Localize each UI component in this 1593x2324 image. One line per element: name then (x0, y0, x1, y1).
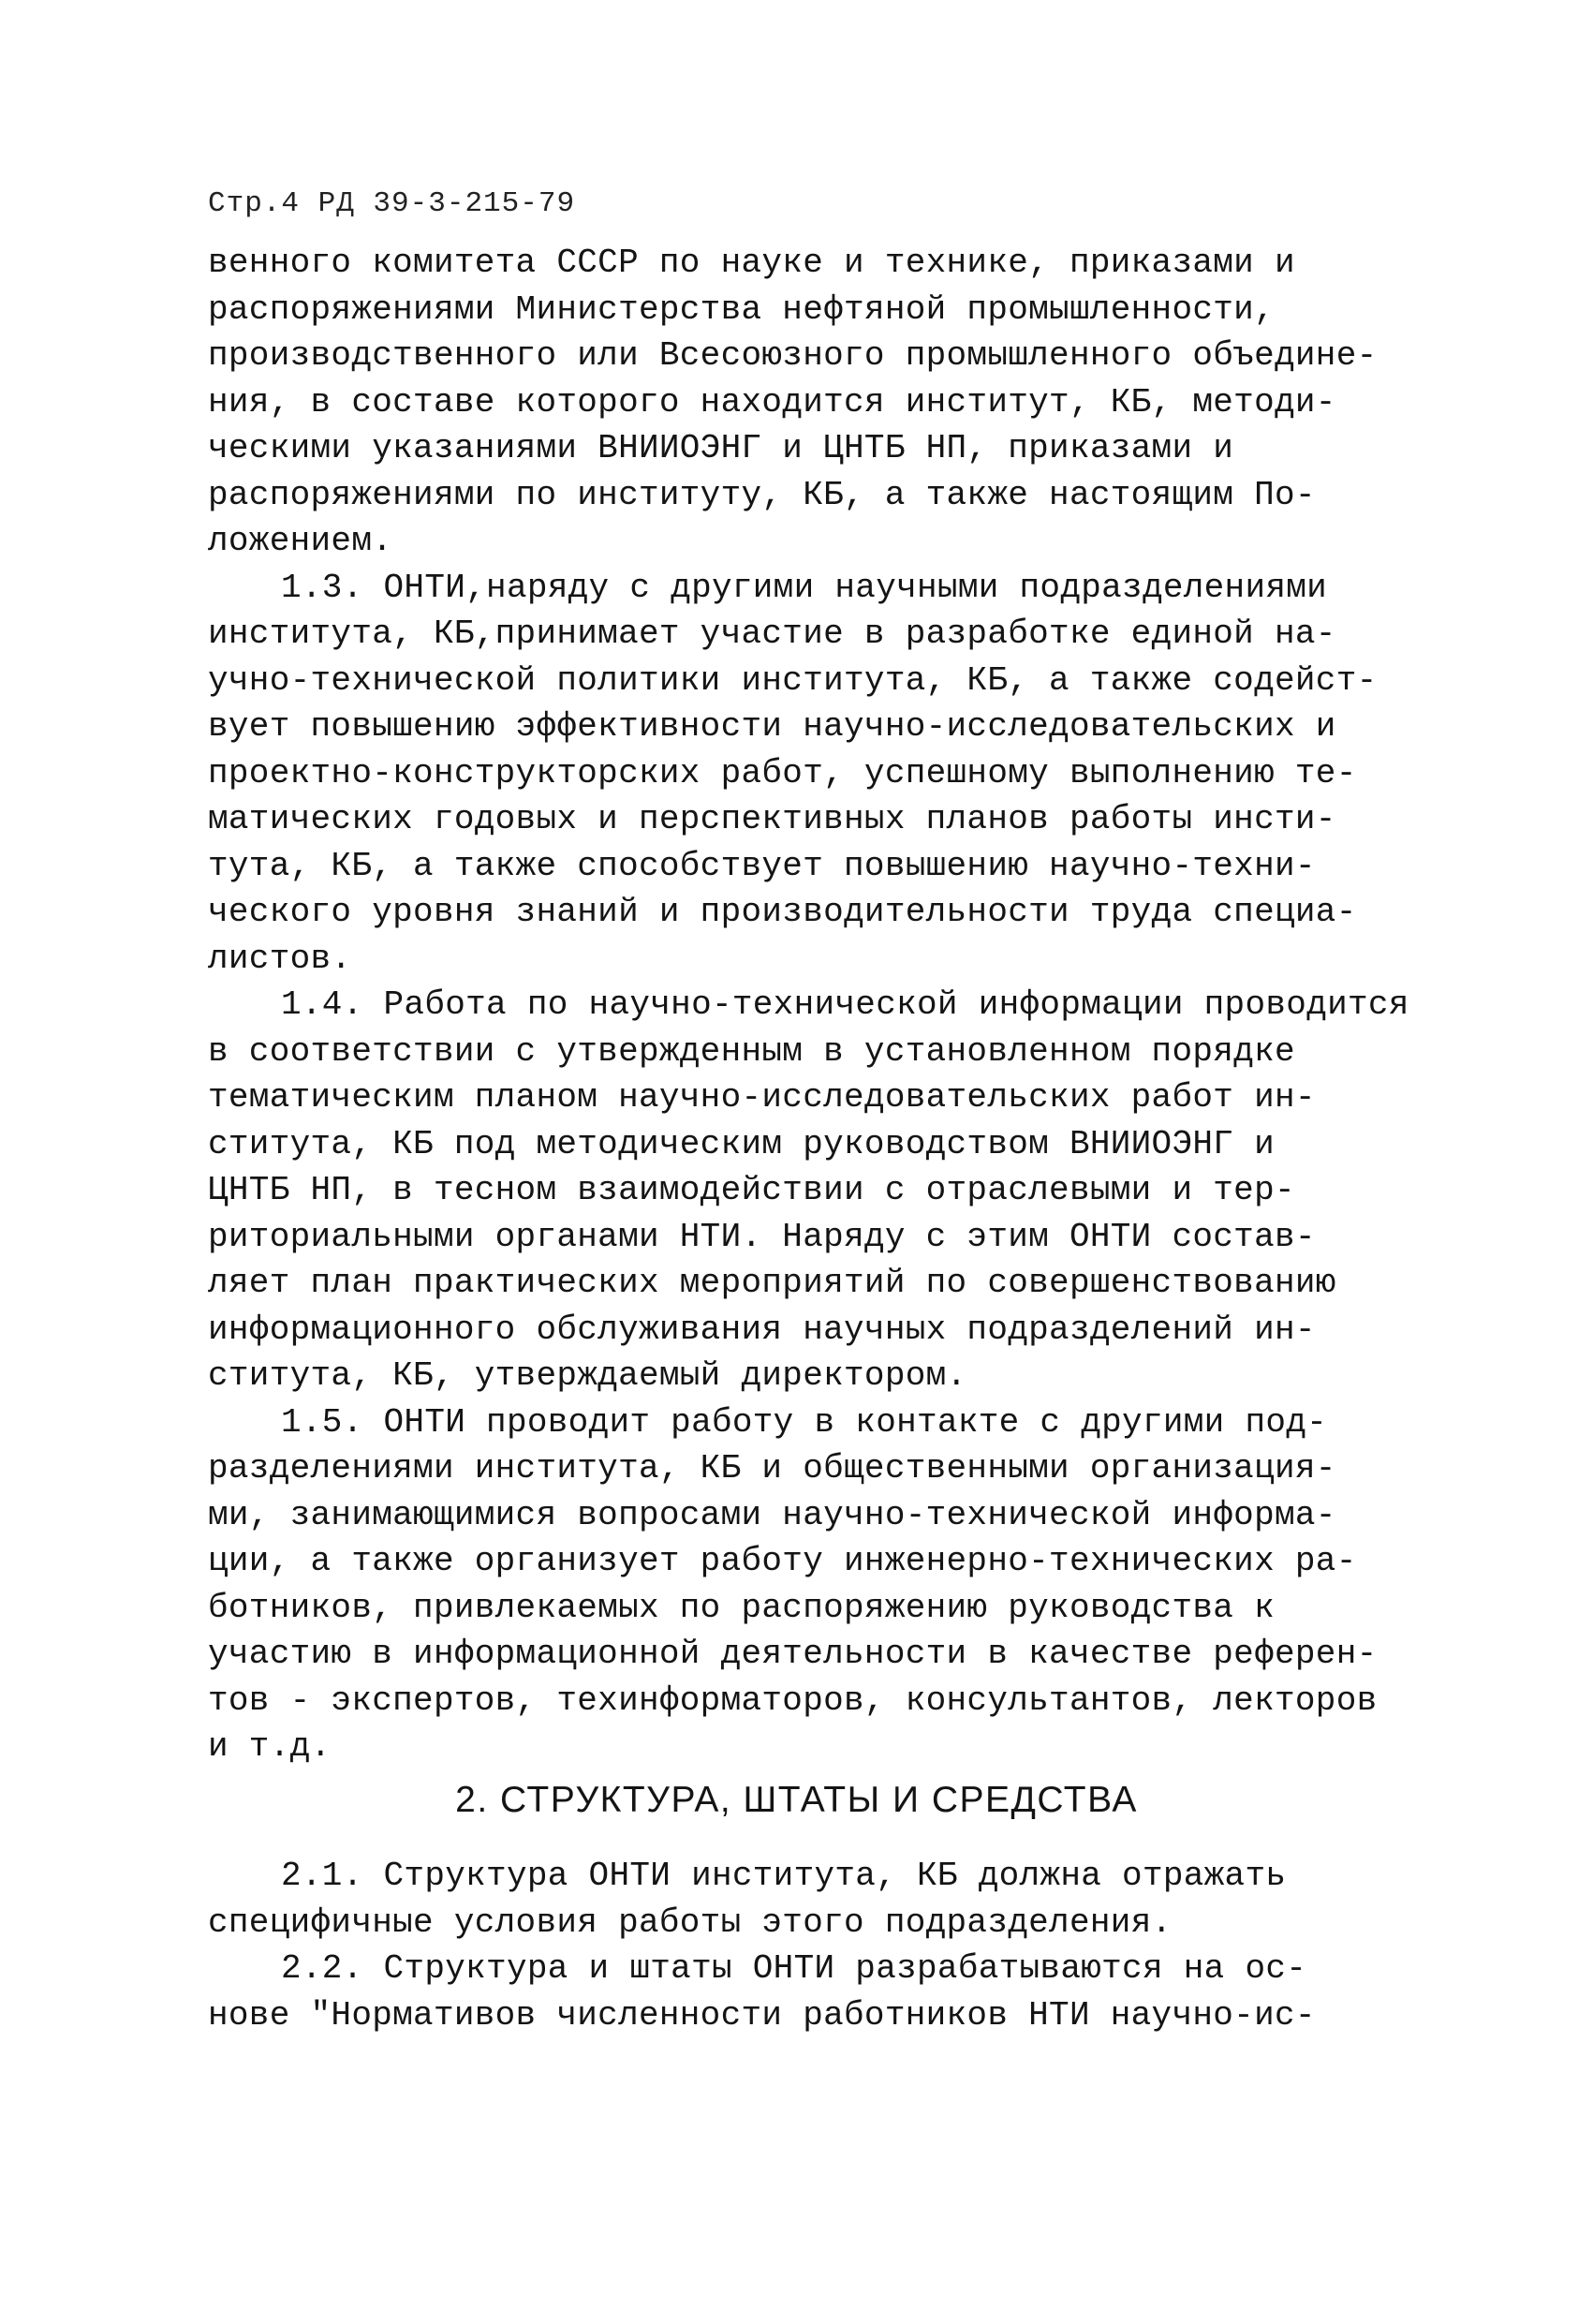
text-line: нове "Нормативов численности работников НТИ научно-ис- (208, 1995, 1316, 2035)
page-header: Стр.4 РД 39-3-215-79 (208, 187, 576, 220)
text-line: ческими указаниями ВНИИОЭНГ и ЦНТБ НП, приказами и (208, 429, 1234, 467)
text-line: и т.д. (208, 1727, 332, 1766)
text-line: матических годовых и перспективных планов работы инсти- (208, 800, 1336, 838)
text-line: в соответствии с утвержденным в установленном порядке (208, 1031, 1295, 1071)
text-block-section-2 (208, 1853, 1444, 2038)
text-line: листов. (208, 939, 352, 978)
text-line: института, КБ,принимает участие в разработке единой на- (208, 614, 1336, 653)
text-line: ми, занимающимися вопросами научно-технической информа- (208, 1495, 1336, 1534)
paragraph-start-1-5: 1.5. ОНТИ проводит работу в контакте с другими под- (281, 1402, 1328, 1442)
text-line: ститута, КБ под методическим руководством ВНИИОЭНГ и (208, 1124, 1275, 1163)
text-line: информационного обслуживания научных подразделений ин- (208, 1310, 1316, 1349)
text-line: ческого уровня знаний и производительности труда специа- (208, 893, 1357, 931)
text-line: тута, КБ, а также способствует повышению научно-техни- (208, 846, 1316, 885)
paragraph-start-1-3: 1.3. ОНТИ,наряду с другими научными подразделениями (281, 568, 1328, 607)
text-line: распоряжениями по институту, КБ, а также настоящим По- (208, 475, 1316, 514)
text-line: ботников, привлекаемых по распоряжению руководства к (208, 1588, 1275, 1627)
text-line: ститута, КБ, утверждаемый директором. (208, 1356, 967, 1395)
text-line: участию в информационной деятельности в качестве референ- (208, 1635, 1378, 1673)
text-line: проектно-конструкторских работ, успешному выполнению те- (208, 753, 1357, 792)
text-line: ляет план практических мероприятий по совершенствованию (208, 1264, 1336, 1302)
paragraph-start-2-2: 2.2. Структура и штаты ОНТИ разрабатываются на ос- (281, 1949, 1307, 1988)
paragraph-start-1-4: 1.4. Работа по научно-технической информации проводится (281, 985, 1409, 1024)
text-line: тов - экспертов, техинформаторов, консультантов, лекторов (208, 1680, 1378, 1720)
text-line: венного комитета СССР по науке и технике, приказами и (208, 244, 1295, 282)
text-line: ния, в составе которого находится институт, КБ, методи- (208, 382, 1336, 422)
text-line: специфичные условия работы этого подразделения. (208, 1902, 1173, 1942)
text-line: распоряжениями Министерства нефтяной промышленности, (208, 289, 1275, 329)
text-block-section-1 (208, 240, 1444, 1770)
text-line: учно-технической политики института, КБ, а также содейст- (208, 660, 1378, 700)
text-line: разделениями института, КБ и общественными организация- (208, 1449, 1336, 1488)
section-heading: 2. СТРУКТУРА, ШТАТЫ И СРЕДСТВА (455, 1780, 1138, 1820)
text-line: риториальными органами НТИ. Наряду с этим ОНТИ состав- (208, 1217, 1316, 1256)
text-line: ложением. (208, 522, 393, 560)
text-line: производственного или Всесоюзного промышленного объедине- (208, 336, 1378, 375)
text-line: ции, а также организует работу инженерно-технических ра- (208, 1542, 1357, 1580)
paragraph-start-2-1: 2.1. Структура ОНТИ института, КБ должна отражать (281, 1857, 1287, 1895)
text-line: тематическим планом научно-исследовательских работ ин- (208, 1078, 1316, 1117)
text-line: вует повышению эффективности научно-исследовательских и (208, 707, 1336, 746)
text-line: ЦНТБ НП, в тесном взаимодействии с отраслевыми и тер- (208, 1171, 1295, 1209)
